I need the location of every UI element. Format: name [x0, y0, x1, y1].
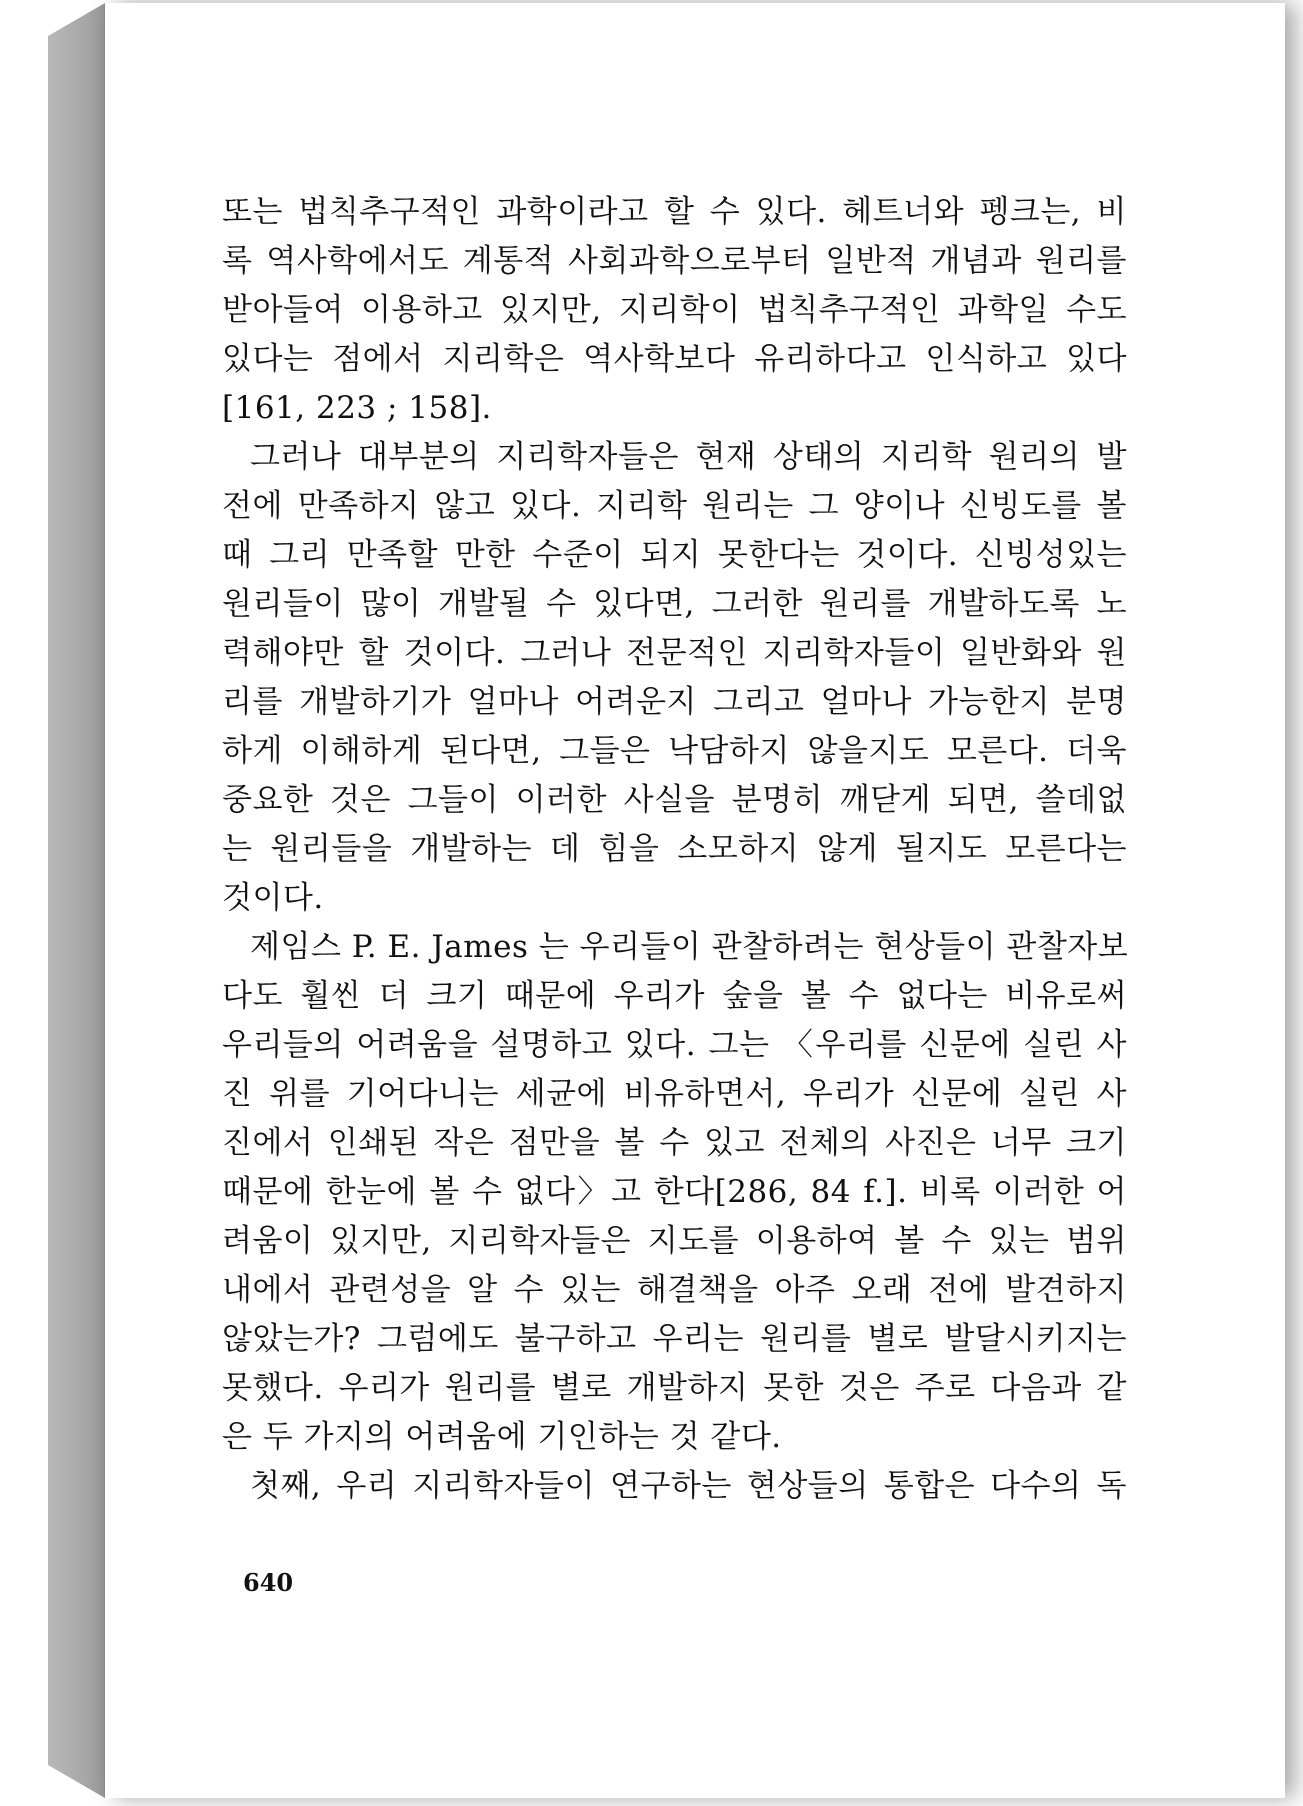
text-line: 않았는가? 그럼에도 불구하고 우리는 원리를 별로 발달시키지는: [222, 1321, 1127, 1357]
text-line: 력해야만 할 것이다. 그러나 전문적인 지리학자들이 일반화와 원: [222, 635, 1127, 671]
text-line: 은 두 가지의 어려움에 기인하는 것 같다.: [222, 1419, 782, 1455]
text-line: 또는 법칙추구적인 과학이라고 할 수 있다. 헤트너와 펭크는, 비: [222, 194, 1127, 230]
text-line: 첫째, 우리 지리학자들이 연구하는 현상들의 통합은 다수의 독: [250, 1468, 1127, 1504]
text-line: 못했다. 우리가 원리를 별로 개발하지 못한 것은 주로 다음과 같: [222, 1370, 1127, 1406]
text-line: 리를 개발하기가 얼마나 어려운지 그리고 얼마나 가능한지 분명: [222, 684, 1127, 720]
page-number: 640: [243, 1568, 294, 1597]
text-line: 는 원리들을 개발하는 데 힘을 소모하지 않게 될지도 모른다는: [222, 831, 1127, 867]
text-line: 려움이 있지만, 지리학자들은 지도를 이용하여 볼 수 있는 범위: [222, 1223, 1127, 1259]
text-line: 우리들의 어려움을 설명하고 있다. 그는 〈우리를 신문에 실린 사: [222, 1027, 1127, 1063]
text-line: 진에서 인쇄된 작은 점만을 볼 수 있고 전체의 사진은 너무 크기: [222, 1125, 1127, 1161]
text-line: 제임스 P. E. James 는 우리들이 관찰하려는 현상들이 관찰자보: [250, 929, 1129, 965]
text-line: 것이다.: [222, 880, 324, 916]
text-line: 진 위를 기어다니는 세균에 비유하면서, 우리가 신문에 실린 사: [222, 1076, 1127, 1112]
text-line: 때문에 한눈에 볼 수 없다〉고 한다[286, 84 f.]. 비록 이러한 어: [222, 1174, 1127, 1210]
text-line: 원리들이 많이 개발될 수 있다면, 그러한 원리를 개발하도록 노: [222, 586, 1127, 622]
text-line: 하게 이해하게 된다면, 그들은 낙담하지 않을지도 모른다. 더욱: [222, 733, 1127, 769]
text-line: 중요한 것은 그들이 이러한 사실을 분명히 깨닫게 되면, 쓸데없: [222, 782, 1127, 818]
text-line: 받아들여 이용하고 있지만, 지리학이 법칙추구적인 과학일 수도: [222, 292, 1127, 328]
text-line: 전에 만족하지 않고 있다. 지리학 원리는 그 양이나 신빙도를 볼: [222, 488, 1127, 524]
text-line: 내에서 관련성을 알 수 있는 해결책을 아주 오래 전에 발견하지: [222, 1272, 1127, 1308]
text-line: 때 그리 만족할 만한 수준이 되지 못한다는 것이다. 신빙성있는: [222, 537, 1127, 573]
text-line: [161, 223 ; 158].: [222, 390, 492, 426]
text-line: 그러나 대부분의 지리학자들은 현재 상태의 지리학 원리의 발: [250, 439, 1127, 475]
text-line: 다도 훨씬 더 크기 때문에 우리가 숲을 볼 수 없다는 비유로써: [222, 978, 1127, 1014]
text-line: 록 역사학에서도 계통적 사회과학으로부터 일반적 개념과 원리를: [222, 243, 1127, 279]
text-line: 있다는 점에서 지리학은 역사학보다 유리하다고 인식하고 있다: [222, 341, 1127, 377]
